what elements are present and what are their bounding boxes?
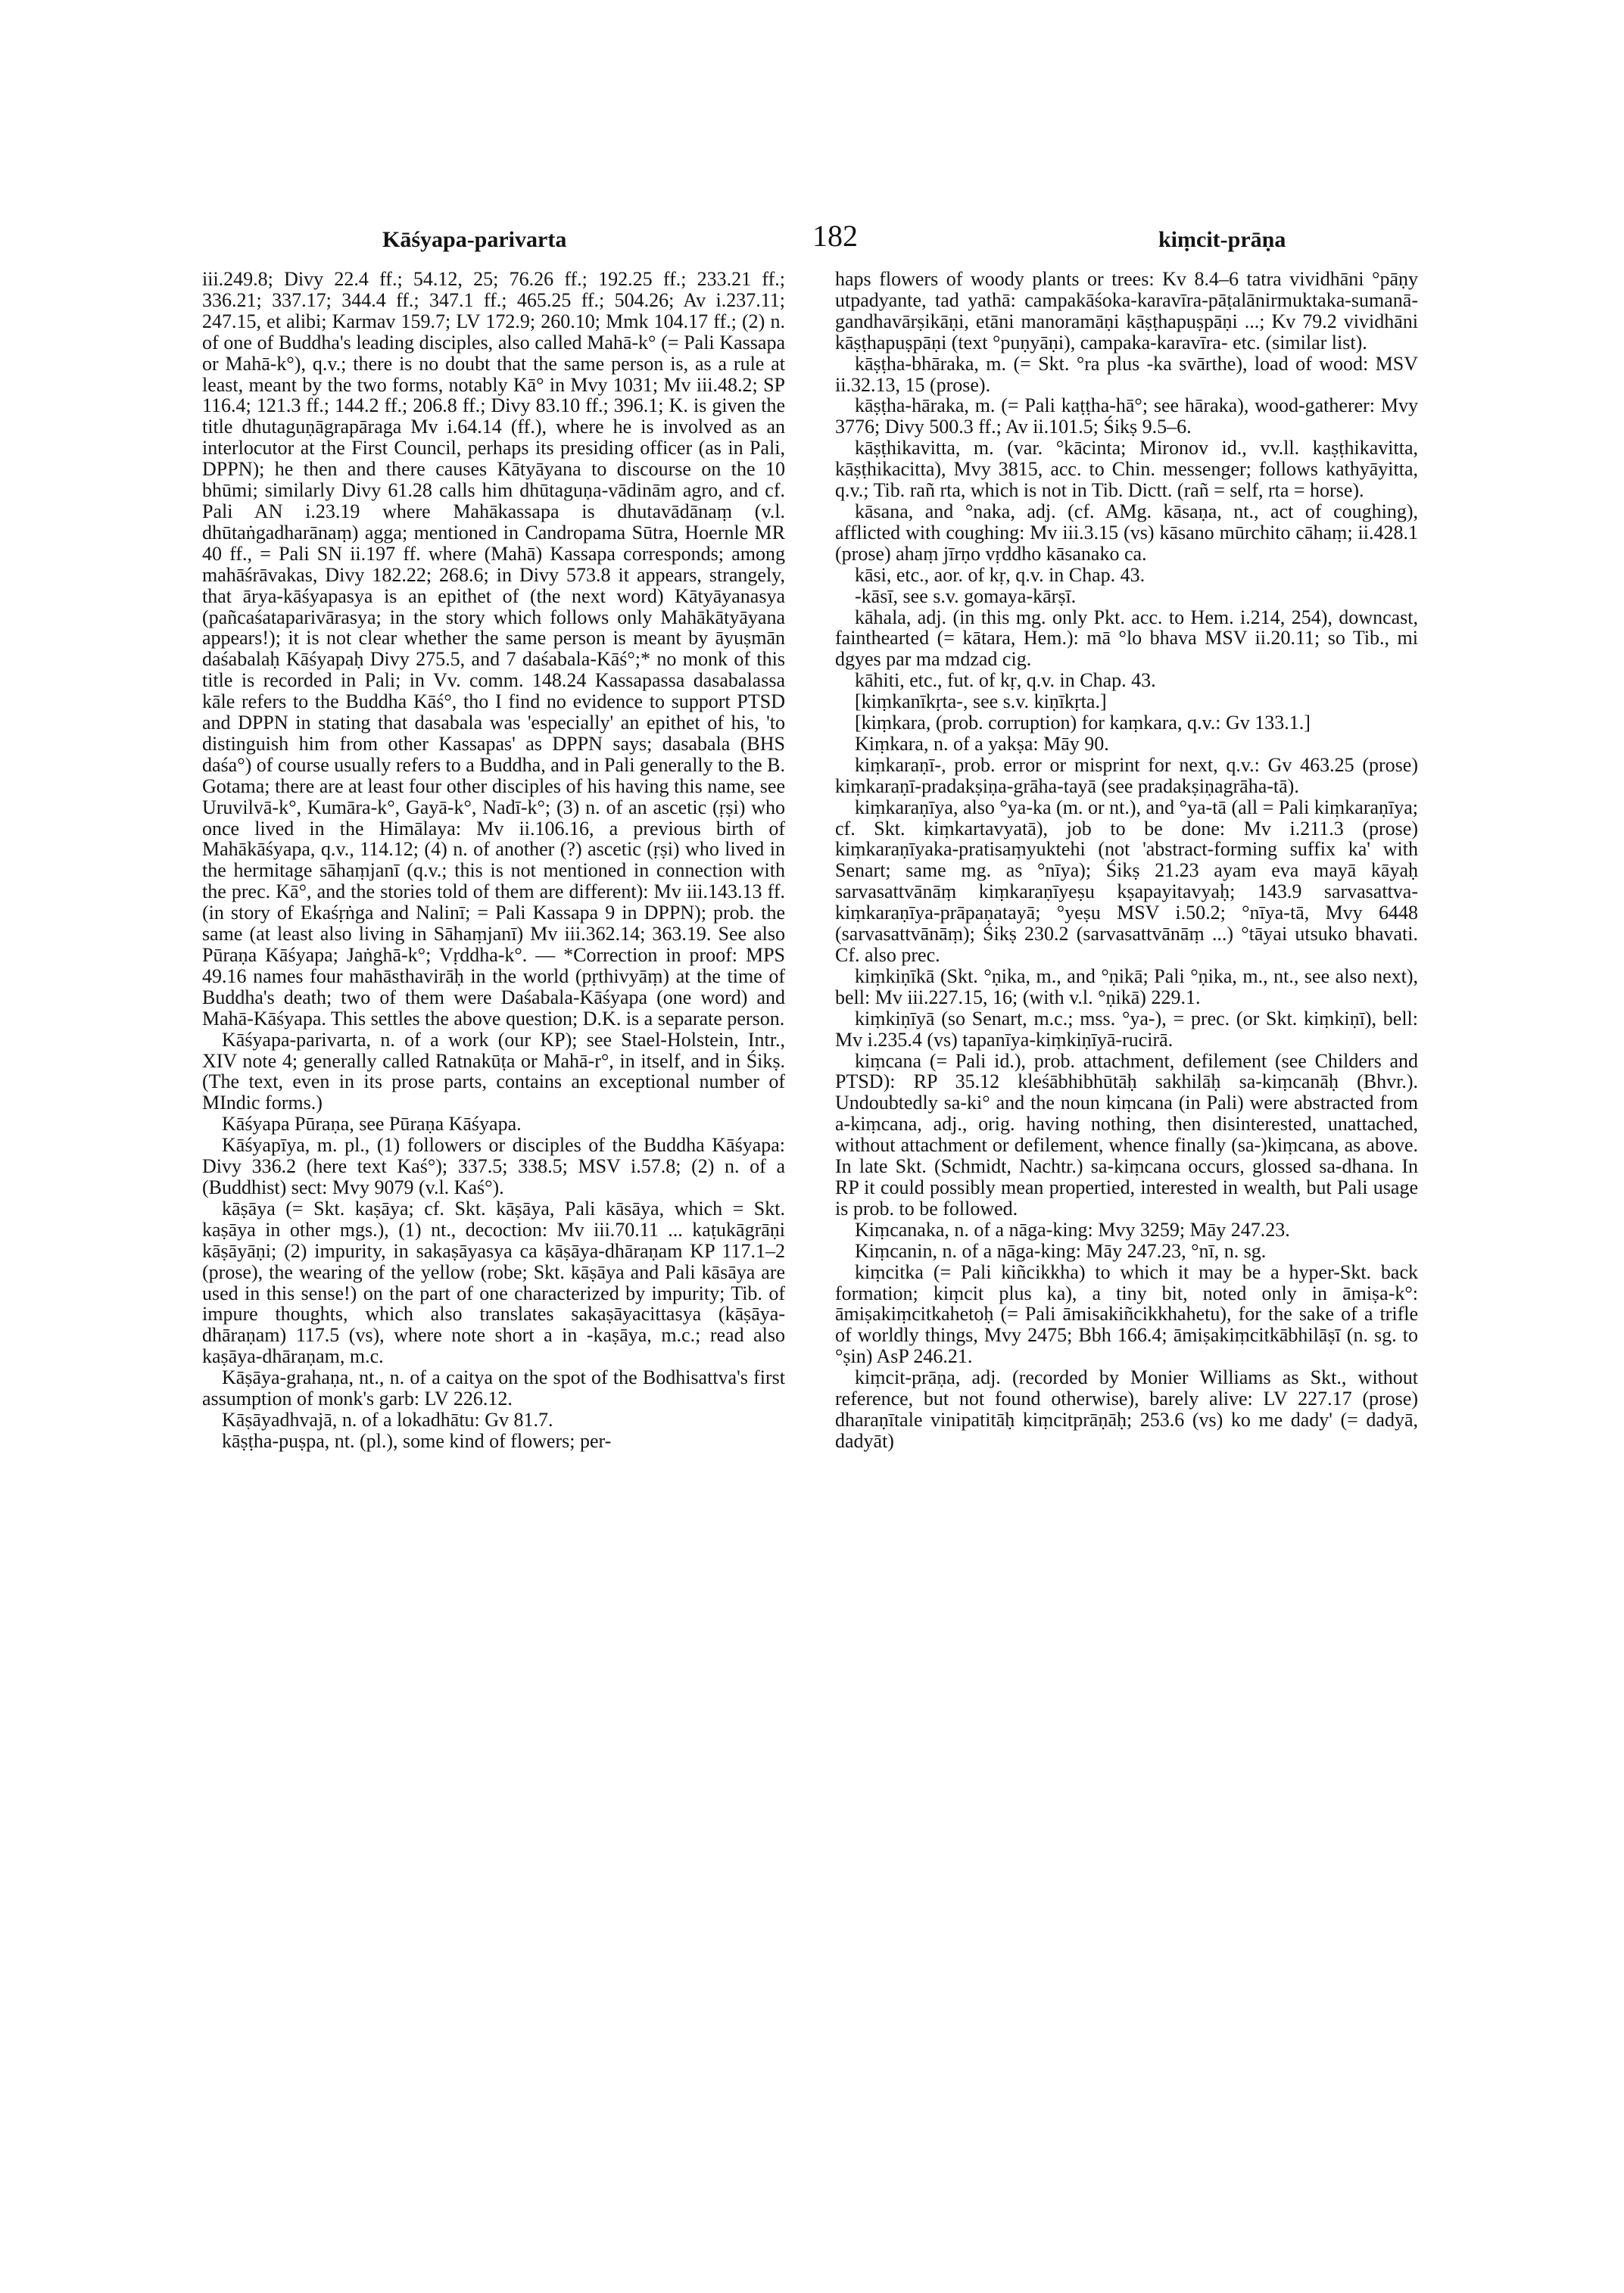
dictionary-entry: Kiṃcanaka, n. of a nāga-king: Mvy 3259; Māy 247.23. (855, 1218, 1290, 1241)
dictionary-entry: Kāṣāyadhvajā, n. of a lokadhātu: Gv 81.7. (222, 1408, 553, 1431)
dictionary-entry: kiṃcana (= Pali id.), prob. attachment, defilement (see Childers and PTSD): RP 35.12 kleśābhibhūtāḥ sakhilāḥ sa-kiṃcanāḥ (Bhvr.). Undoubtedly sa-ki° and the noun kiṃcana (in Pali) were abstracted from a-kiṃcana, adj., orig. having nothing, then disinterested, unattached, without attachment or defilement, whence finally (sa-)kiṃcana, as above. In late Skt. (Schmidt, Nachtr.) sa-kiṃcana occurs, glossed sa-dhana. In RP it could possibly mean propertied, interested in wealth, but Pali usage is prob. to be followed. (835, 1049, 1418, 1220)
dictionary-entry: haps flowers of woody plants or trees: Kv 8.4–6 tatra vividhāni °pāṇy utpadyante, tad yathā: campakāśoka-karavīra-pāṭalānirmuktaka-sumanā-gandhavārṣikāṇi, etāni manoramāṇi kāṣṭhapuṣpāṇi ...; Kv 79.2 vividhāni kāṣṭhapuṣpāṇi (text °puṇyāṇi), campaka-karavīra- etc. (similar list). (835, 269, 1418, 354)
dictionary-entry: kāsi, etc., aor. of kṛ, q.v. in Chap. 43. (855, 563, 1146, 586)
dictionary-entry: Kāśyapīya, m. pl., (1) followers or disciples of the Buddha Kāśyapa: Divy 336.2 (here text Kaś°); 337.5; 338.5; MSV i.57.8; (2) n. of a (Buddhist) sect: Mvy 9079 (v.l. Kaś°). (202, 1134, 785, 1198)
right-column (835, 269, 1418, 2237)
dictionary-entry: kiṃcit-prāṇa, adj. (recorded by Monier Williams as Skt., without reference, but not found otherwise), barely alive: LV 227.17 (prose) dharaṇītale vinipatitāḥ kiṃcitprāṇāḥ; 253.6 (vs) ko me dady' (= dadyā, dadyāt) (835, 1366, 1418, 1452)
running-header (189, 219, 1510, 265)
dictionary-entry: Kāṣāya-grahaṇa, nt., n. of a caitya on the spot of the Bodhisattva's first assumption of monk's garb: LV 226.12. (202, 1366, 785, 1410)
dictionary-entry: kāsana, and °naka, adj. (cf. AMg. kāsaṇa, nt., act of coughing), afflicted with coughing: Mv iii.3.15 (vs) kāsano mūrchito cāhaṃ; ii.428.1 (prose) ahaṃ jīrṇo vṛddho kāsanako ca. (835, 500, 1418, 565)
dictionary-entry: -kāsī, see s.v. gomaya-kārṣī. (855, 584, 1077, 607)
page-number: 182 (812, 219, 858, 253)
dictionary-entry: Kiṃcanin, n. of a nāga-king: Māy 247.23, °nī, n. sg. (855, 1239, 1267, 1262)
dictionary-entry: iii.249.8; Divy 22.4 ff.; 54.12, 25; 76.26 ff.; 192.25 ff.; 233.21 ff.; 336.21; 337.17; 344.4 ff.; 347.1 ff.; 465.25 ff.; 504.26; Av i.237.11; 247.15, et alibi; Karmav 159.7; LV 172.9; 260.10; Mmk 104.17 ff.; (2) n. of one of Buddha's leading disciples, also called Mahā-k° (= Pali Kassapa or Mahā-k°), q.v.; there is no doubt that the same person is, as a rule at least, meant by the two forms, notably Kā° in Mvy 1031; Mv iii.48.2; SP 116.4; 121.3 ff.; 144.2 ff.; 206.8 ff.; Divy 83.10 ff.; 396.1; K. is given the title dhutaguṇāgrapāraga Mv i.64.14 (ff.), where he is involved as an interlocutor at the First Council, perhaps its presiding officer (as in Pali, DPPN); he then and there causes Kātyāyana to discourse on the 10 bhūmi; similarly Divy 61.28 calls him dhūtaguṇa-vādinām agro, and cf. Pali AN i.23.19 where Mahākassapa is dhutavādānaṃ (v.l. dhūtaṅgadharānaṃ) agga; mentioned in Candropama Sūtra, Hoernle MR 40 ff., = Pali SN ii.197 ff. where (Mahā) Kassapa corresponds; among mahāśrāvakas, Divy 182.22; 268.6; in Divy 573.8 it appears, strangely, that ārya-kāśyapasya is an epithet of (the next word) Kātyāyanasya (pañcaśataparivārasya; in the story which follows only Mahākātyāyana appears!); it is not clear whether the same person is meant by āyuṣmān daśabalaḥ Kāśyapaḥ Divy 275.5, and 7 daśabala-Kāś°;* no monk of this title is recorded in Pali; in Vv. comm. 148.24 Kassapassa dasabalassa kāle refers to the Buddha Kāś°, tho I find no evidence to support PTSD and DPPN in stating that dasabala was 'especially' an epithet of his, 'to distinguish him from other Kassapas' as DPPN says; dasabala (BHS daśa°) of course usually refers to a Buddha, and in Pali generally to the B. Gotama; there are at least four other disciples of his having this name, see Uruvilvā-k°, Kumāra-k°, Gayā-k°, Nadī-k°; (3) n. of an ascetic (ṛṣi) who once lived in the Himālaya: Mv ii.106.16, a previous birth of Mahākāśyapa, q.v., 114.12; (4) n. of another (?) ascetic (ṛṣi) who lived in the hermitage sāhaṃjanī (q.v.; this is not mentioned in connection with the prec. Kā°, and the stories told of them are different): Mv iii.143.13 ff. (in story of Ekaśṛṅga and Nalinī; = Pali Kassapa 9 in DPPN); prob. the same (at least also living in Sāhaṃjanī) Mv iii.362.14; 363.19. See also Pūraṇa Kāśyapa; Jaṅghā-k°; Vṛddha-k°. — *Correction in proof: MPS 49.16 names four mahāsthavirāḥ in the world (pṛthivyāṃ) at the time of Buddha's death; two of them were Daśabala-Kāśyapa (one word) and Mahā-Kāśyapa. This settles the above question; D.K. is a separate person. (202, 269, 785, 1030)
dictionary-entry: kāṣṭha-bhāraka, m. (= Skt. °ra plus -ka svārthe), load of wood: MSV ii.32.13, 15 (prose). (835, 352, 1418, 396)
dictionary-entry: [kiṃkara, (prob. corruption) for kaṃkara, q.v.: Gv 133.1.] (855, 712, 1311, 734)
dictionary-entry: [kiṃkanīkṛta-, see s.v. kiṇīkṛta.] (855, 690, 1107, 713)
header-left-headword: Kāśyapa-parivarta (382, 227, 567, 252)
dictionary-entry: Kiṃkara, n. of a yakṣa: Māy 90. (855, 732, 1109, 755)
dictionary-entry: Kāśyapa-parivarta, n. of a work (our KP); see Stael-Holstein, Intr., XIV note 4; generally called Ratnakūṭa or Mahā-r°, in itself, and in Śikṣ. (The text, even in its prose parts, contains an exceptional number of MIndic forms.) (202, 1028, 785, 1114)
dictionary-entry: kiṃcitka (= Pali kiñcikkha) to which it may be a hyper-Skt. back formation; kiṃcit plus ka), a tiny bit, noted only in āmiṣa-k°: āmiṣakiṃcitkahetoḥ (= Pali āmisakiñcikkhahetu), for the sake of a trifle of worldly things, Mvy 2475; Bbh 166.4; āmiṣakiṃcitkābhilāṣī (n. sg. to °ṣin) AsP 246.21. (835, 1260, 1418, 1368)
dictionary-entry: kiṃkiṇīyā (so Senart, m.c.; mss. °ya-), = prec. (or Skt. kiṃkiṇī), bell: Mv i.235.4 (vs) tapanīya-kiṃkiṇīyā-rucirā. (835, 1007, 1418, 1051)
dictionary-entry: kāṣṭhikavitta, m. (var. °kācinta; Mironov id., vv.ll. kaṣṭhikavitta, kāṣṭhikacitta), Mvy 3815, acc. to Chin. messenger; follows kathyāyitta, q.v.; Tib. rañ rta, which is not in Tib. Dictt. (rañ = self, rta = horse). (835, 437, 1418, 502)
dictionary-entry: kiṃkiṇīkā (Skt. °ṇika, m., and °ṇikā; Pali °ṇika, m., nt., see also next), bell: Mv iii.227.15, 16; (with v.l. °ṇikā) 229.1. (835, 964, 1418, 1008)
dictionary-entry: kāṣṭha-puṣpa, nt. (pl.), some kind of flowers; per- (222, 1429, 612, 1452)
dictionary-entry: kāhiti, etc., fut. of kṛ, q.v. in Chap. 43. (855, 669, 1156, 692)
dictionary-entry: kiṃkaraṇīya, also °ya-ka (m. or nt.), and °ya-tā (all = Pali kiṃkaraṇīya; cf. Skt. kiṃkartavyatā), job to be done: Mv i.211.3 (prose) kiṃkaraṇīyaka-pratisaṃyuktehi (not 'abstract-forming suffix ka' with Senart; same mg. as °nīya); Śikṣ 21.23 ayam eva mayā kāyaḥ sarvasattvānāṃ kiṃkaraṇīyeṣu kṣapayitavyaḥ; 143.9 sarvasattva-kiṃkaraṇīya-prāpaṇatayā; °yeṣu MSV i.50.2; °nīya-tā, Mvy 6448 (sarvasattvānāṃ); Śikṣ 230.2 (sarvasattvānāṃ ...) °tāyai utsuko bhavati. Cf. also prec. (835, 796, 1418, 966)
header-right-headword: kiṃcit-prāṇa (1158, 227, 1286, 252)
dictionary-entry: kāhala, adj. (in this mg. only Pkt. acc. to Hem. i.214, 254), downcast, fainthearted (= kātara, Hem.): mā °lo bhava MSV ii.20.11; so Tib., mi dgyes par ma mdzad cig. (835, 606, 1418, 671)
dictionary-entry: kāṣṭha-hāraka, m. (= Pali kaṭṭha-hā°; see hāraka), wood-gatherer: Mvy 3776; Divy 500.3 ff.; Av ii.101.5; Śikṣ 9.5–6. (835, 394, 1418, 438)
dictionary-entry: kāṣāya (= Skt. kaṣāya; cf. Skt. kāṣāya, Pali kāsāya, which = Skt. kaṣāya in other mgs.), (1) nt., decoction: Mv iii.70.11 ... kaṭukāgrāṇi kāṣāyāṇi; (2) impurity, in sakaṣāyasya ca kāṣāya-dhāraṇam KP 117.1–2 (prose), the wearing of the yellow (robe; Skt. kāṣāya and Pali kāsāya are used in this sense!) on the part of one characterized by impurity; Tib. of impure thoughts, which also translates sakaṣāyacittasya (kāṣāya-dhāraṇam) 117.5 (vs), where note short a in -kaṣāya, m.c.; read also kaṣāya-dhāraṇam, m.c. (202, 1197, 785, 1368)
dictionary-entry: kiṃkaraṇī-, prob. error or misprint for next, q.v.: Gv 463.25 (prose) kiṃkaraṇī-pradakṣiṇa-grāha-tayā (see pradakṣiṇagrāha-tā). (835, 753, 1418, 797)
left-column (202, 269, 785, 2237)
dictionary-entry: Kāśyapa Pūraṇa, see Pūraṇa Kāśyapa. (222, 1113, 522, 1136)
